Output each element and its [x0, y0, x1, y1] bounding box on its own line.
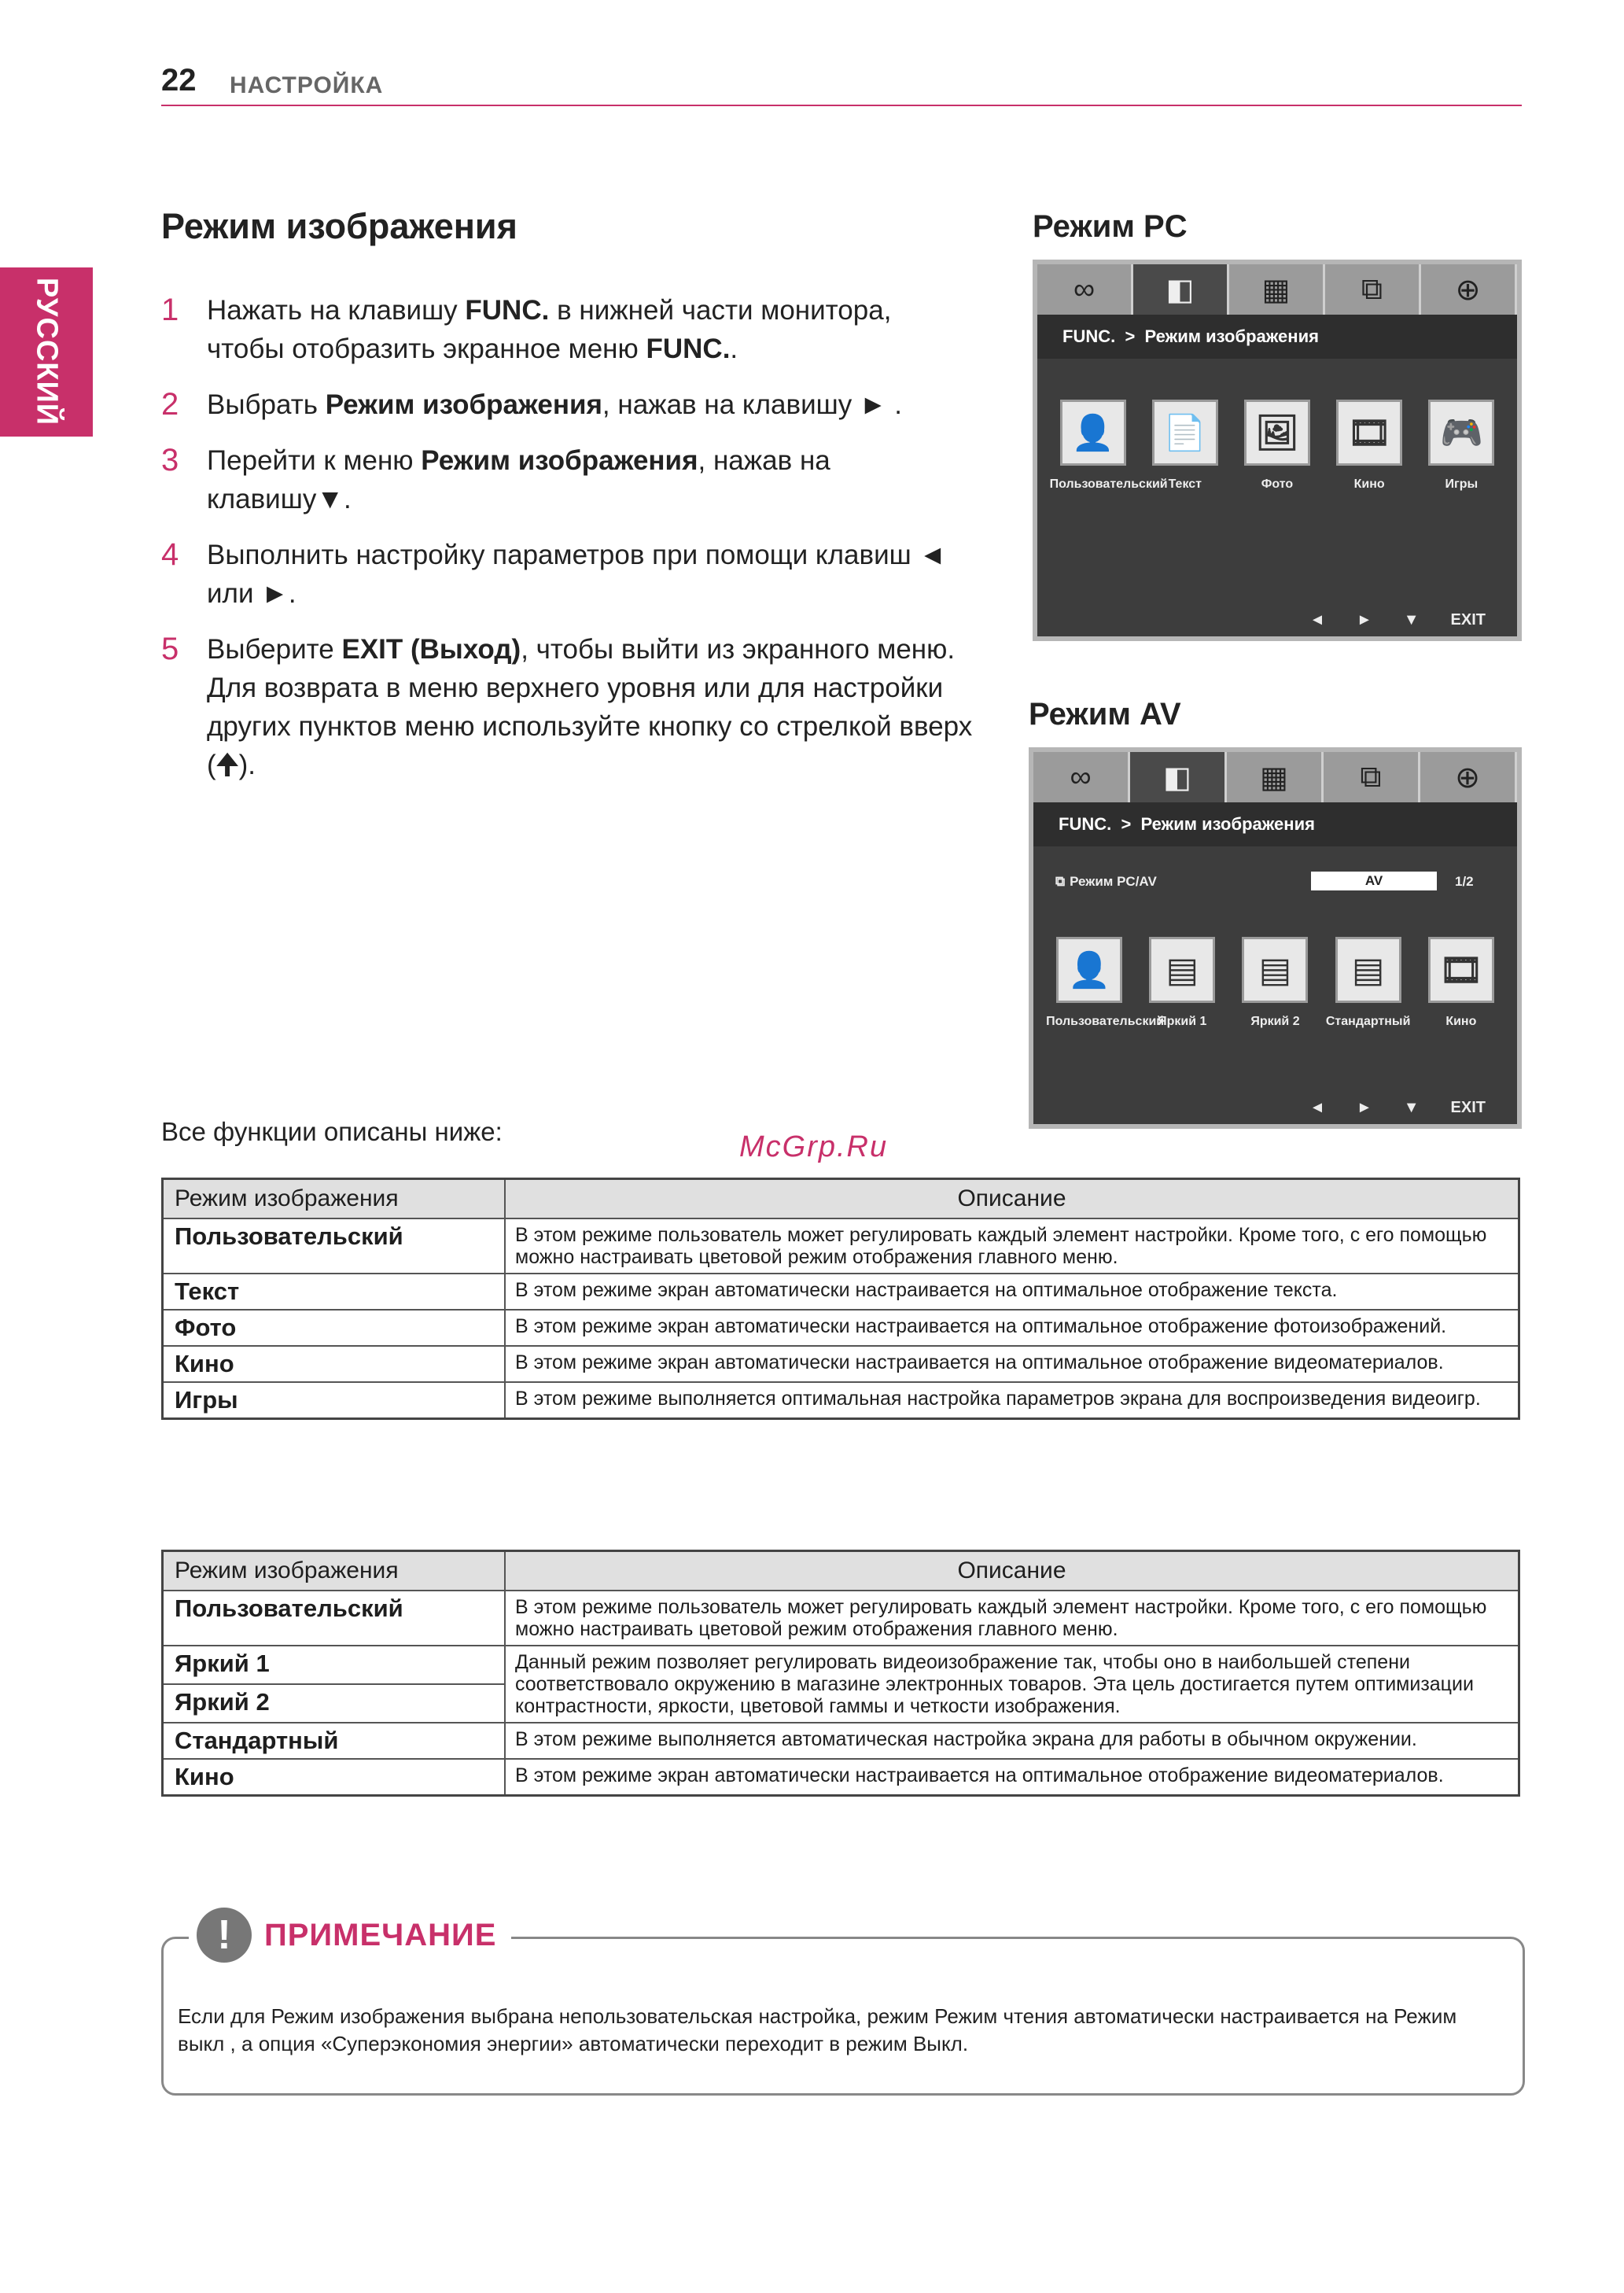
- osd-mode-label: Игры: [1445, 477, 1479, 491]
- vivid-2-icon: ▤: [1242, 937, 1308, 1003]
- dual-screen-icon: ⧉: [1360, 760, 1382, 794]
- intro-text: Все функции описаны ниже:: [161, 1117, 503, 1146]
- osd-mode-label: Пользовательский: [1046, 1015, 1165, 1028]
- mode-description-cell: В этом режиме экран автоматически настраивается на оптимальное отображение фотоизображений.: [505, 1310, 1519, 1346]
- table-row: [163, 1346, 1519, 1382]
- osd-breadcrumb: [1033, 802, 1517, 846]
- language-icon: ⊕: [1455, 761, 1480, 794]
- step-text: Выполнить настройку параметров при помощи клавиш ◄ или ►.: [207, 540, 947, 609]
- exclamation-icon: !: [197, 1908, 252, 1963]
- mode-description-cell: В этом режиме выполняется автоматическая настройка экрана для работы в обычном окружении.: [505, 1723, 1519, 1759]
- left-arrow-button[interactable]: ◄: [1309, 1098, 1325, 1116]
- table-header-mode: Режим изображения: [163, 1551, 506, 1591]
- page-heading: Режим изображения: [161, 206, 517, 246]
- mode-name-cell: Кино: [163, 1759, 506, 1796]
- step-text: Нажать на клавишу: [207, 295, 466, 326]
- mode-name-cell: Пользовательский: [163, 1591, 506, 1646]
- standard-icon: ▤: [1335, 937, 1401, 1003]
- pc-av-page: 1/2: [1455, 874, 1474, 889]
- photo-icon: 🖼: [1244, 400, 1310, 466]
- osd-tab[interactable]: [1130, 752, 1227, 802]
- user-icon: 👤: [1060, 400, 1126, 466]
- osd-controls: [1037, 603, 1517, 636]
- color-icon: ▦: [1260, 761, 1288, 794]
- pc-mode-label: Режим PC: [1033, 209, 1188, 244]
- down-arrow-button[interactable]: ▼: [1403, 610, 1420, 629]
- step-4: [161, 536, 975, 613]
- osd-mode-row: [1033, 937, 1517, 1029]
- mode-name-cell: Игры: [163, 1382, 506, 1419]
- step-2: [161, 385, 975, 424]
- osd-mode-row: [1037, 400, 1517, 492]
- table-row: [163, 1591, 1519, 1646]
- mode-name-cell: Стандартный: [163, 1723, 506, 1759]
- right-arrow-button[interactable]: ►: [1356, 1098, 1372, 1116]
- step-text: Режим изображения: [325, 389, 602, 420]
- pc-av-label: Режим PC/AV: [1070, 874, 1157, 889]
- osd-mode-option[interactable]: [1418, 937, 1504, 1029]
- osd-mode-option[interactable]: [1046, 937, 1165, 1029]
- picture-mode-icon: ◧: [1163, 761, 1191, 794]
- osd-tabs: [1033, 752, 1517, 802]
- osd-mode-option[interactable]: [1326, 400, 1412, 492]
- table-row: [163, 1759, 1519, 1796]
- osd-mode-option[interactable]: [1234, 400, 1320, 492]
- step-text: 🠉: [215, 750, 239, 780]
- pc-mode-screenshot: [1033, 260, 1522, 641]
- film-reel-icon: 🎞: [1428, 937, 1494, 1003]
- osd-mode-option[interactable]: [1142, 400, 1228, 492]
- step-text: Перейти к меню: [207, 445, 422, 476]
- language-icon: ⊕: [1455, 273, 1481, 307]
- step-number: 1: [161, 293, 179, 327]
- pc-av-setting: [1055, 870, 1495, 894]
- mode-name-cell: Текст: [163, 1274, 506, 1310]
- step-text: .: [730, 334, 738, 364]
- mode-description-cell: В этом режиме экран автоматически настраивается на оптимальное отображение видеоматериалов.: [505, 1346, 1519, 1382]
- step-text: ).: [238, 750, 256, 780]
- step-5: [161, 630, 975, 784]
- step-text: Режим изображения: [421, 445, 698, 476]
- osd-mode-label: Кино: [1445, 1015, 1477, 1028]
- color-icon: ▦: [1261, 273, 1291, 307]
- pc-av-icon: ⧉: [1055, 874, 1066, 889]
- user-icon: 👤: [1056, 937, 1122, 1003]
- header-rule: [161, 105, 1522, 106]
- table-row: [163, 1218, 1519, 1274]
- table-header-mode: Режим изображения: [163, 1179, 506, 1219]
- osd-tab[interactable]: [1133, 264, 1229, 315]
- table-row: [163, 1646, 1519, 1684]
- table-row: [163, 1310, 1519, 1346]
- pc-av-value: AV: [1311, 872, 1437, 890]
- pc-modes-table: [161, 1178, 1520, 1420]
- step-text: FUNC.: [465, 295, 550, 326]
- osd-tab[interactable]: [1229, 264, 1325, 315]
- step-text: EXIT (Выход): [341, 634, 521, 665]
- step-number: 4: [161, 537, 179, 572]
- step-1: [161, 291, 975, 368]
- step-number: 5: [161, 632, 179, 666]
- osd-tab[interactable]: [1037, 264, 1133, 315]
- gamepad-icon: 🎮: [1428, 400, 1494, 466]
- osd-mode-label: Текст: [1168, 477, 1202, 491]
- mode-description-cell: В этом режиме пользователь может регулировать каждый элемент настройки. Кроме того, с его помощью можно настраивать цветовой режим отображения главного меню.: [505, 1218, 1519, 1274]
- note-text: Если для Режим изображения выбрана непользовательская настройка, режим Режим чтения автоматически настраивается на Режим выкл , а опция «Суперэкономия энергии» автоматически переходит в режим Выкл.: [178, 2004, 1457, 2055]
- osd-mode-label: Стандартный: [1325, 1015, 1411, 1028]
- mode-description-cell: В этом режиме выполняется оптимальная настройка параметров экрана для воспроизведения видеоигр.: [505, 1382, 1519, 1419]
- breadcrumb-func: FUNC.: [1059, 814, 1112, 834]
- mode-description-cell: В этом режиме экран автоматически настраивается на оптимальное отображение видеоматериалов.: [505, 1759, 1519, 1796]
- section-title: НАСТРОЙКА: [230, 72, 384, 98]
- table-header-description: Описание: [505, 1551, 1519, 1591]
- table-row: [163, 1382, 1519, 1419]
- mode-name-cell: Яркий 1: [163, 1646, 506, 1684]
- mode-name-cell: Яркий 2: [163, 1684, 506, 1723]
- film-reel-icon: 🎞: [1336, 400, 1402, 466]
- av-modes-table: [161, 1550, 1520, 1797]
- osd-breadcrumb: [1037, 315, 1517, 359]
- watermark: McGrp.Ru: [739, 1130, 889, 1163]
- step-text: в нижней части монитора, чтобы отобразить экранное меню: [207, 295, 892, 364]
- osd-tab[interactable]: [1420, 752, 1517, 802]
- osd-mode-label: Яркий 1: [1158, 1015, 1207, 1028]
- mode-description-cell: В этом режиме экран автоматически настраивается на оптимальное отображение текста.: [505, 1274, 1519, 1310]
- mode-name-cell: Кино: [163, 1346, 506, 1382]
- av-mode-screenshot: [1029, 747, 1522, 1129]
- av-mode-label: Режим AV: [1029, 697, 1181, 732]
- steps-list: [161, 291, 975, 802]
- step-text: , нажав на клавишу ► .: [602, 389, 903, 420]
- note-header: [189, 1908, 511, 1963]
- osd-mode-option[interactable]: [1232, 937, 1318, 1029]
- osd-tab[interactable]: [1421, 264, 1517, 315]
- step-text: FUNC.: [646, 334, 731, 364]
- step-number: 2: [161, 387, 179, 422]
- left-arrow-button[interactable]: ◄: [1309, 610, 1325, 629]
- right-arrow-button[interactable]: ►: [1356, 610, 1372, 629]
- table-row: [163, 1274, 1519, 1310]
- osd-controls: [1033, 1091, 1517, 1124]
- breadcrumb-func: FUNC.: [1062, 326, 1116, 346]
- osd-mode-option[interactable]: [1049, 400, 1168, 492]
- osd-mode-label: Яркий 2: [1250, 1015, 1300, 1028]
- document-icon: 📄: [1152, 400, 1218, 466]
- breadcrumb-separator: >: [1121, 814, 1132, 834]
- osd-mode-option[interactable]: [1139, 937, 1225, 1029]
- language-tab-label: РУССКИЙ: [30, 277, 64, 426]
- osd-tab[interactable]: [1227, 752, 1324, 802]
- table-header-description: Описание: [505, 1179, 1519, 1219]
- vivid-1-icon: ▤: [1149, 937, 1215, 1003]
- dual-screen-icon: ⧉: [1361, 272, 1383, 306]
- note-title: ПРИМЕЧАНИЕ: [264, 1917, 497, 1952]
- mode-name-cell: Фото: [163, 1310, 506, 1346]
- osd-mode-option[interactable]: [1325, 937, 1412, 1029]
- eco-icon: ∞: [1070, 760, 1092, 794]
- mode-description-cell: Данный режим позволяет регулировать видеоизображение так, чтобы оно в наибольшей степени соответствовало окружению в магазине электронных товаров. Эта цель достигается путем оптимизации контрастности, яркости, цветовой гаммы и четкости изображения.: [505, 1646, 1519, 1723]
- breadcrumb-item: Режим изображения: [1144, 326, 1319, 346]
- down-arrow-button[interactable]: ▼: [1403, 1098, 1420, 1116]
- osd-mode-label: Пользовательский: [1049, 477, 1168, 491]
- breadcrumb-item: Режим изображения: [1140, 814, 1315, 834]
- osd-tab[interactable]: [1325, 264, 1421, 315]
- osd-tab[interactable]: [1324, 752, 1420, 802]
- exit-button[interactable]: EXIT: [1450, 1098, 1486, 1116]
- page-number: 22: [161, 63, 197, 98]
- mode-name-cell: Пользовательский: [163, 1218, 506, 1274]
- osd-tab[interactable]: [1033, 752, 1130, 802]
- step-text: , чтобы выйти из экранного меню. Для возврата в меню верхнего уровня или для настройки других пунктов меню используйте кнопку со стрелкой вверх (: [207, 634, 973, 780]
- step-text: , нажав на клавишу▼.: [207, 445, 830, 514]
- step-3: [161, 441, 975, 518]
- breadcrumb-separator: >: [1125, 326, 1136, 346]
- table-row: [163, 1723, 1519, 1759]
- osd-mode-option[interactable]: [1418, 400, 1504, 492]
- exit-button[interactable]: EXIT: [1450, 610, 1486, 629]
- picture-mode-icon: ◧: [1166, 273, 1195, 307]
- osd-mode-label: Кино: [1353, 477, 1385, 491]
- step-text: Выберите: [207, 634, 342, 665]
- step-number: 3: [161, 443, 179, 477]
- osd-mode-label: Фото: [1261, 477, 1294, 491]
- language-tab: [0, 267, 93, 437]
- osd-tabs: [1037, 264, 1517, 315]
- mode-description-cell: В этом режиме пользователь может регулировать каждый элемент настройки. Кроме того, с его помощью можно настраивать цветовой режим отображения главного меню.: [505, 1591, 1519, 1646]
- step-text: Выбрать: [207, 389, 326, 420]
- eco-icon: ∞: [1073, 272, 1096, 306]
